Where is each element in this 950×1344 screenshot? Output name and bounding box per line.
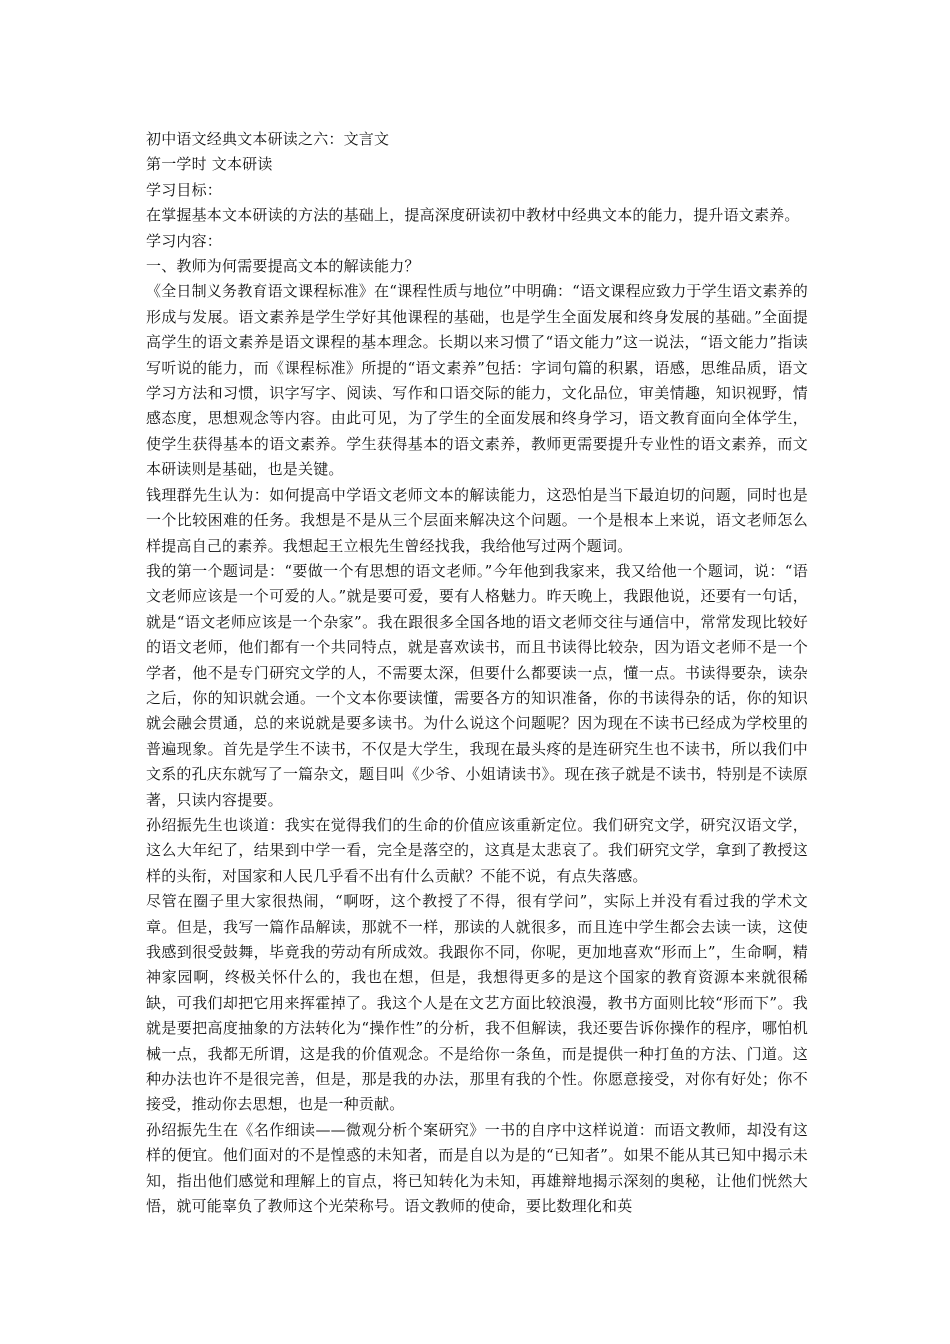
section-heading: 一、教师为何需要提高文本的解读能力？	[146, 257, 420, 276]
goals-heading: 学习目标：	[146, 180, 223, 199]
goals-text: 在掌握基本文本研读的方法的基础上，提高深度研读初中教材中经典文本的能力，提升语文素养。	[146, 206, 800, 225]
body-paragraph: 我的第一个题词是：“要做一个有思想的语文老师。”今年他到我家来，我又给他一个题词，说：“语文老师应该是一个可爱的人。”就是要可爱，要有人格魅力。昨天晚上，我跟他说，还要有一句话，就是“语文老师应该是一个杂家”。我在跟很多全国各地的语文老师交往与通信中，常常发现比较好的语文老师，他们都有一个共同特点，就是喜欢读书，而且书读得比较杂，因为语文老师不是一个学者，他不是专门研究文学的人，不需要太深，但要什么都要读一点，懂一点。书读得要杂，读杂之后，你的知识就会通。一个文本你要读懂，需要各方的知识准备，你的书读得杂的话，你的知识就会融会贯通，总的来说就是要多读书。为什么说这个问题呢？因为现在不读书已经成为学校里的普遍现象。首先是学生不读书，不仅是大学生，我现在最头疼的是连研究生也不读书，所以我们中文系的孔庆东就写了一篇杂文，题目叫《少爷、小姐请读书》。现在孩子就是不读书，特别是不读原著，只读内容提要。	[146, 561, 808, 809]
body-paragraph: 尽管在圈子里大家很热闹，“啊呀，这个教授了不得，很有学问”，实际上并没有看过我的学术文章。但是，我写一篇作品解读，那就不一样，那读的人就很多，而且连中学生都会去读一读，这使我感到很受鼓舞，毕竟我的劳动有所成效。我跟你不同，你呢，更加地喜欢“形而上”，生命啊，精神家园啊，终极关怀什么的，我也在想，但是，我想得更多的是这个国家的教育资源本来就很稀缺，可我们却把它用来挥霍掉了。我这个人是在文艺方面比较浪漫，教书方面则比较“形而下”。我就是要把高度抽象的方法转化为“操作性”的分析，我不但解读，我还要告诉你操作的程序，哪怕机械一点，我都无所谓，这是我的价值观念。不是给你一条鱼，而是提供一种打鱼的方法、门道。这种办法也许不是很完善，但是，那是我的办法，那里有我的个性。你愿意接受，对你有好处；你不接受，推动你去思想，也是一种贡献。	[146, 892, 808, 1114]
body-paragraph: 孙绍振先生也谈道：我实在觉得我们的生命的价值应该重新定位。我们研究文学，研究汉语文学，这么大年纪了，结果到中学一看，完全是落空的，这真是太悲哀了。我们研究文学，拿到了教授这样的头衔，对国家和人民几乎看不出有什么贡献？不能不说，有点失落感。	[146, 815, 808, 885]
body-paragraph: 钱理群先生认为：如何提高中学语文老师文本的解读能力，这恐怕是当下最迫切的问题，同时也是一个比较困难的任务。我想是不是从三个层面来解决这个问题。一个是根本上来说，语文老师怎么样提高自己的素养。我想起王立根先生曾经找我，我给他写过两个题词。	[146, 485, 808, 555]
content-heading: 学习内容：	[146, 231, 223, 250]
lesson-heading: 第一学时 文本研读	[146, 155, 273, 174]
body-paragraph: 孙绍振先生在《名作细读——微观分析个案研究》一书的自序中这样说道：而语文教师，却没有这样的便宜。他们面对的不是惶惑的未知者，而是自以为是的“已知者”。如果不能从其已知中揭示未知，指出他们感觉和理解上的盲点，将已知转化为未知，再雄辩地揭示深刻的奥秘，让他们恍然大悟，就可能辜负了教师这个光荣称号。语文教师的使命，要比数理化和英	[146, 1120, 808, 1216]
body-paragraph: 《全日制义务教育语文课程标准》在“课程性质与地位”中明确：“语文课程应致力于学生语文素养的形成与发展。语文素养是学生学好其他课程的基础，也是学生全面发展和终身发展的基础。”全面提高学生的语文素养是语文课程的基本理念。长期以来习惯了“语文能力”这一说法，“语文能力”指读写听说的能力，而《课程标准》所提的“语文素养”包括：字词句篇的积累，语感，思维品质，语文学习方法和习惯，识字写字、阅读、写作和口语交际的能力，文化品位，审美情趣，知识视野，情感态度，思想观念等内容。由此可见，为了学生的全面发展和终身学习，语文教育面向全体学生，使学生获得基本的语文素养。学生获得基本的语文素养，教师更需要提升专业性的语文素养，而文本研读则是基础，也是关键。	[146, 282, 809, 479]
document-title: 初中语文经典文本研读之六：文言文	[146, 130, 390, 148]
document-page	[146, 127, 808, 1219]
